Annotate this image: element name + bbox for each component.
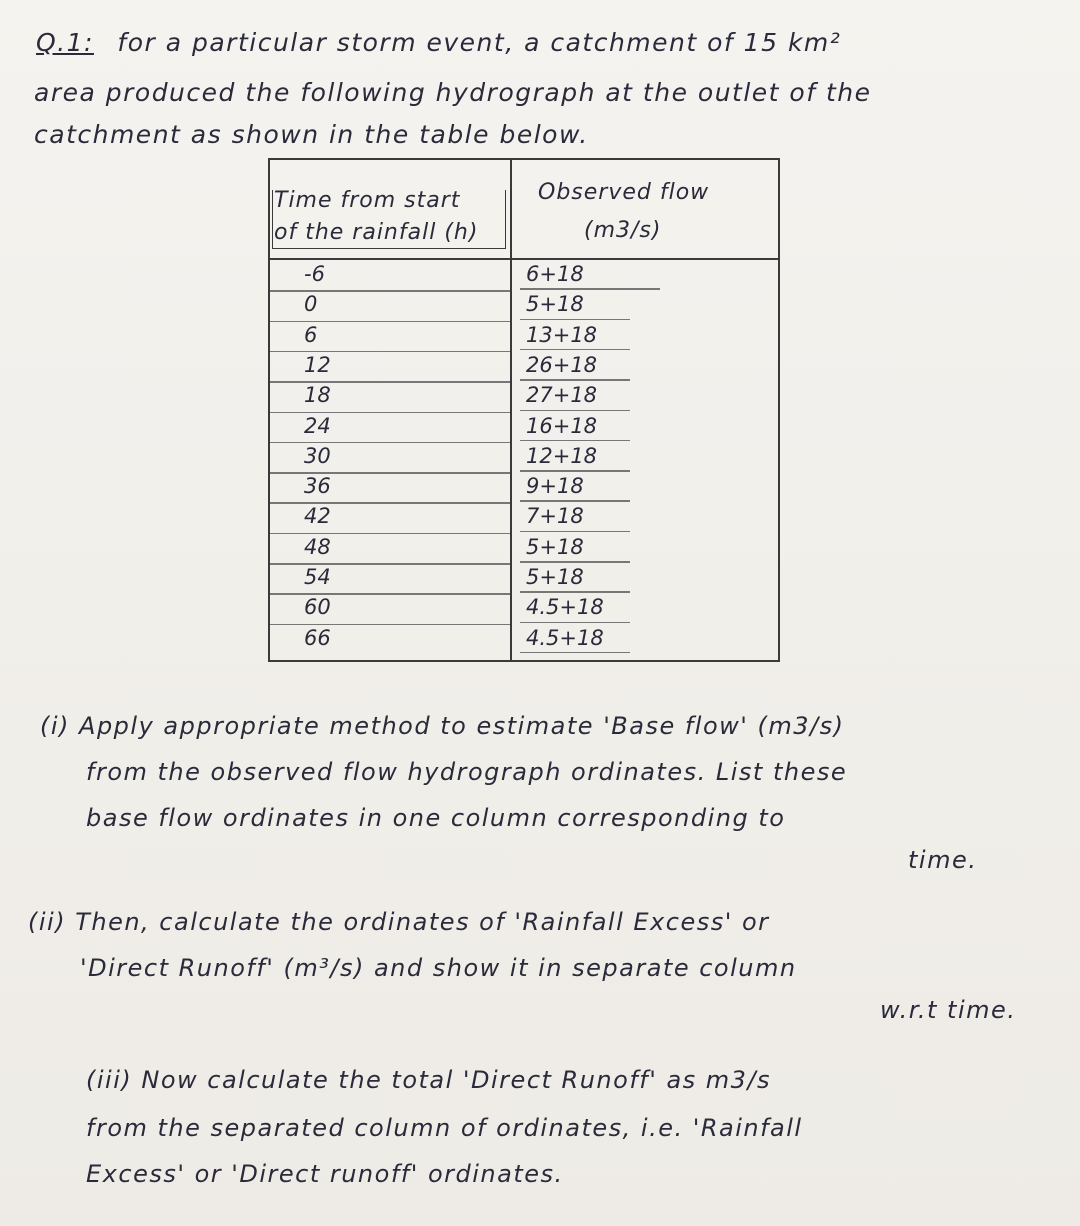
time-cell: 66 [304, 625, 331, 650]
flow-header-line-2: (m3/s) [584, 218, 662, 243]
question-text-1: for a particular storm event, a catchment of 15 km² [117, 28, 842, 57]
time-cell: 36 [304, 474, 331, 499]
flow-cell: 13+18 [526, 322, 598, 347]
time-header-line-2: of the rainfall (h) [274, 220, 479, 245]
part-i-line-3: base flow ordinates in one column corresponding to [86, 804, 786, 832]
part-i-line-1: (i) Apply appropriate method to estimate 'Base flow' (m3/s) [40, 712, 845, 740]
question-line-2 [34, 78, 872, 107]
question-line-1 [36, 28, 841, 57]
table-row [270, 624, 778, 654]
table-row [270, 472, 778, 502]
flow-cell: 5+18 [526, 565, 584, 589]
flow-header-line-1: Observed flow [538, 180, 710, 205]
time-cell: 42 [304, 504, 331, 529]
time-cell: 30 [304, 443, 331, 468]
time-cell: 0 [304, 292, 318, 317]
flow-cell: 4.5+18 [526, 595, 604, 620]
part-iii-line-1: (iii) Now calculate the total 'Direct Runoff' as m3/s [86, 1066, 772, 1094]
time-cell: 24 [304, 413, 331, 438]
question-text-2: area produced the following hydrograph at the outlet of the [34, 78, 872, 107]
flow-cell: 12+18 [526, 443, 598, 468]
table-row [270, 290, 778, 320]
table-row [270, 381, 778, 411]
question-label: Q.1: [36, 28, 94, 57]
time-cell: -6 [304, 262, 325, 286]
table-row [270, 593, 778, 623]
flow-cell: 16+18 [526, 413, 598, 438]
hydrograph-table [268, 158, 780, 662]
time-cell: 6 [304, 322, 318, 347]
part-iii-line-3: Excess' or 'Direct runoff' ordinates. [86, 1160, 564, 1188]
table-row [270, 442, 778, 472]
flow-cell: 27+18 [526, 383, 598, 408]
time-cell: 48 [304, 534, 331, 559]
part-ii-line-1: (ii) Then, calculate the ordinates of 'Rainfall Excess' or [28, 908, 770, 936]
table-row [270, 321, 778, 351]
time-cell: 18 [304, 383, 331, 408]
table-row [270, 533, 778, 563]
flow-cell: 9+18 [526, 474, 584, 499]
flow-cell: 7+18 [526, 504, 584, 529]
table-row [270, 563, 778, 593]
time-cell: 12 [304, 352, 331, 377]
time-cell: 60 [304, 595, 331, 620]
time-header-line-1: Time from start [274, 188, 461, 213]
table-row [270, 260, 778, 290]
flow-cell: 6+18 [526, 262, 584, 286]
table-row [270, 502, 778, 532]
part-i-line-4: time. [908, 846, 978, 874]
flow-cell: 5+18 [526, 292, 584, 317]
part-i-line-2: from the observed flow hydrograph ordinates. List these [86, 758, 848, 786]
time-cell: 54 [304, 565, 331, 589]
part-iii-line-2: from the separated column of ordinates, i.e. 'Rainfall [86, 1114, 803, 1142]
flow-cell: 26+18 [526, 352, 598, 377]
table-row [270, 412, 778, 442]
table-row [270, 351, 778, 381]
question-line-3 [34, 120, 589, 149]
flow-underline [520, 652, 630, 654]
question-text-3: catchment as shown in the table below. [34, 120, 589, 149]
part-ii-line-2: 'Direct Runoff' (m³/s) and show it in separate column [80, 954, 797, 982]
flow-cell: 4.5+18 [526, 625, 604, 650]
part-ii-line-3: w.r.t time. [880, 996, 1017, 1024]
flow-cell: 5+18 [526, 534, 584, 559]
